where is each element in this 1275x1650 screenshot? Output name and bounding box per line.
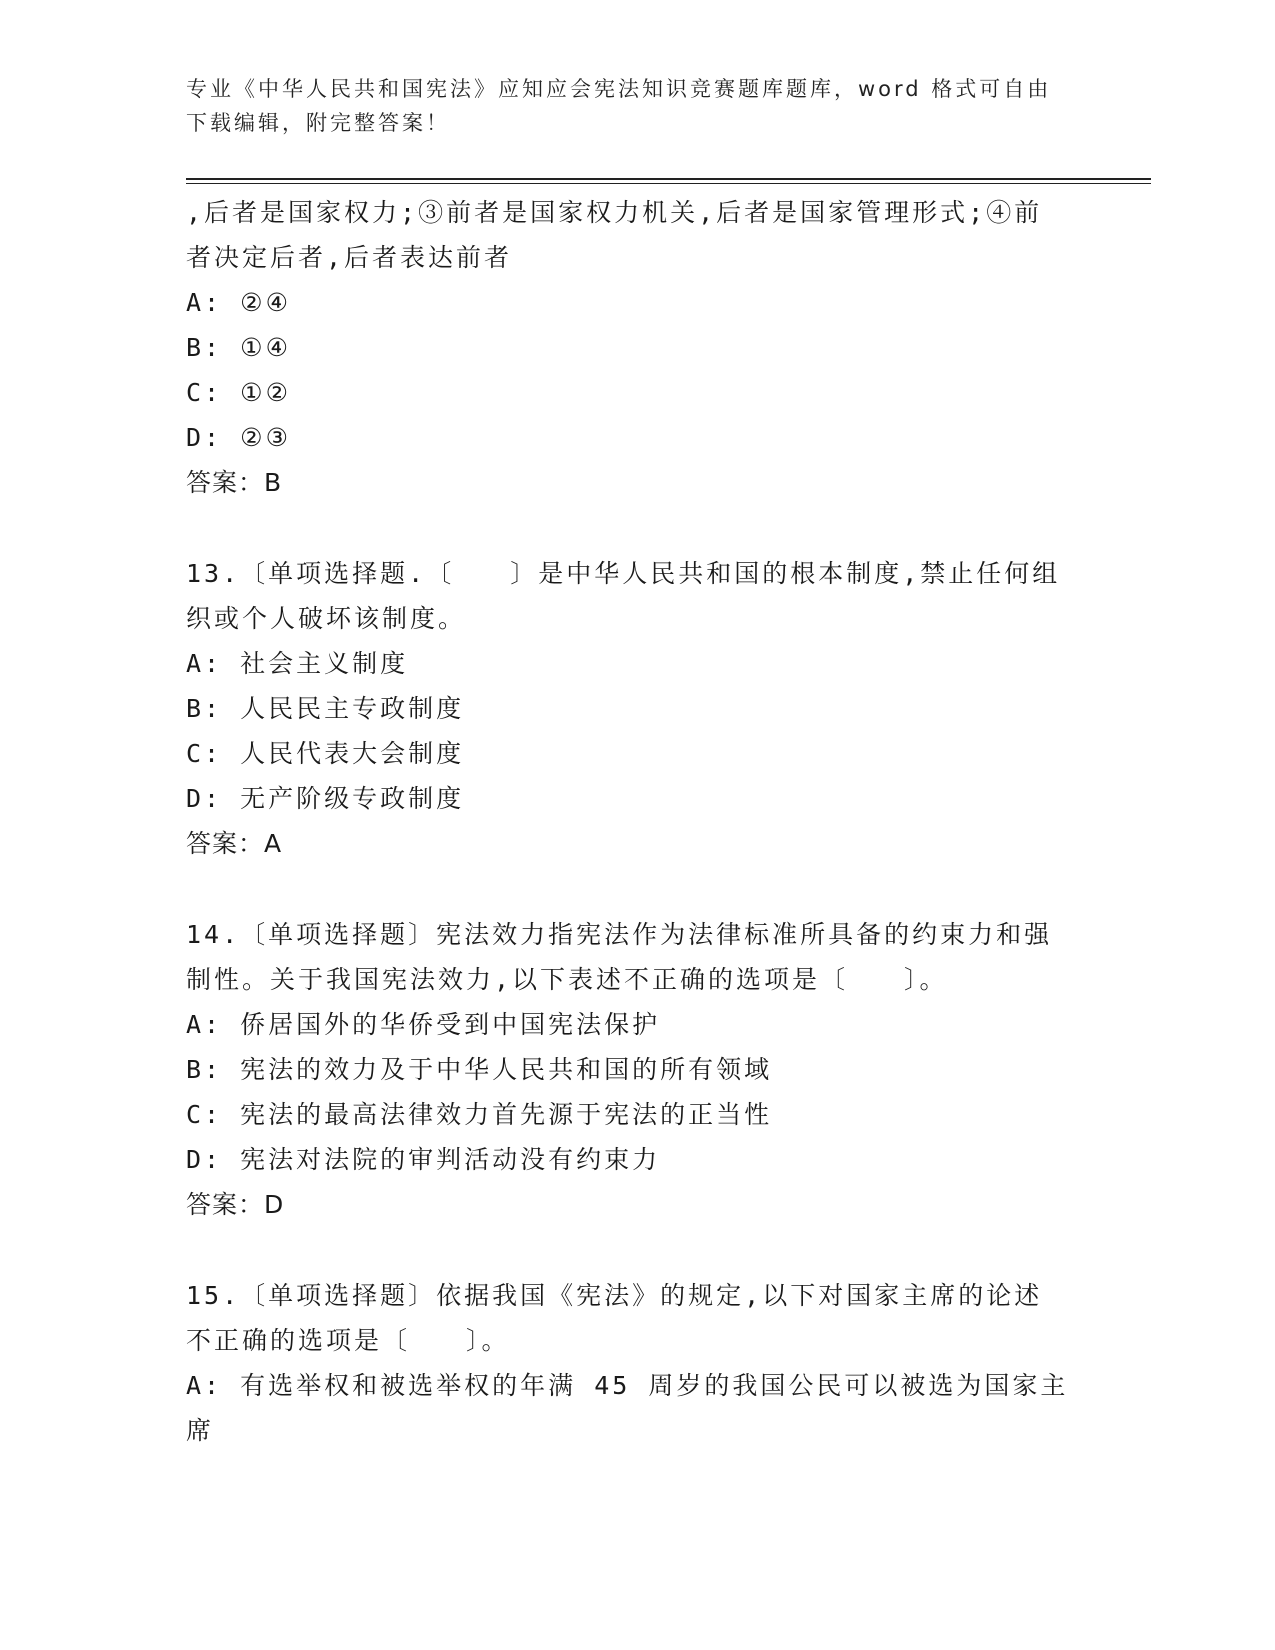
question-14 xyxy=(186,912,1086,1227)
question-text-line: ,后者是国家权力;③前者是国家权力机关,后者是国家管理形式;④前 xyxy=(186,198,1043,227)
question-text-line: 15.〔单项选择题〕依据我国《宪法》的规定,以下对国家主席的论述 xyxy=(186,1281,1043,1310)
question-13 xyxy=(186,551,1086,866)
question-text-line: 织或个人破坏该制度。 xyxy=(186,604,467,633)
option-b: B: ①④ xyxy=(186,333,291,362)
question-text-line: 14.〔单项选择题〕宪法效力指宪法作为法律标准所具备的约束力和强 xyxy=(186,920,1053,949)
option-b: B: 宪法的效力及于中华人民共和国的所有领域 xyxy=(186,1055,773,1084)
answer-line: 答案：D xyxy=(186,1190,285,1219)
answer-line: 答案：B xyxy=(186,468,283,497)
question-15 xyxy=(186,1273,1086,1453)
option-a-continuation: 席 xyxy=(186,1416,215,1445)
option-a: A: 社会主义制度 xyxy=(186,649,409,678)
question-list xyxy=(186,190,1086,1453)
question-text-line: 不正确的选项是〔 〕。 xyxy=(186,1326,510,1355)
option-a: A: 有选举权和被选举权的年满 45 周岁的我国公民可以被选为国家主 xyxy=(186,1371,1069,1400)
option-c: C: 人民代表大会制度 xyxy=(186,739,465,768)
option-d: D: ②③ xyxy=(186,423,291,452)
option-b: B: 人民民主专政制度 xyxy=(186,694,465,723)
option-d: D: 无产阶级专政制度 xyxy=(186,784,465,813)
option-d: D: 宪法对法院的审判活动没有约束力 xyxy=(186,1145,661,1174)
answer-line: 答案：A xyxy=(186,829,283,858)
option-c: C: 宪法的最高法律效力首先源于宪法的正当性 xyxy=(186,1100,773,1129)
document-header xyxy=(186,72,1066,140)
question-12 xyxy=(186,190,1086,505)
option-c: C: ①② xyxy=(186,378,291,407)
option-a: A: ②④ xyxy=(186,288,291,317)
header-line-2: 下载编辑，附完整答案！ xyxy=(186,111,450,135)
option-a: A: 侨居国外的华侨受到中国宪法保护 xyxy=(186,1010,661,1039)
header-line-1: 专业《中华人民共和国宪法》应知应会宪法知识竞赛题库题库，word 格式可自由 xyxy=(186,77,1052,101)
header-rule-thin xyxy=(186,183,1151,184)
question-text-line: 13.〔单项选择题.〔 〕是中华人民共和国的根本制度,禁止任何组 xyxy=(186,559,1061,588)
header-rule-thick xyxy=(186,178,1151,180)
question-text-line: 制性。关于我国宪法效力,以下表述不正确的选项是〔 〕。 xyxy=(186,965,948,994)
question-text-line: 者决定后者,后者表达前者 xyxy=(186,243,513,272)
